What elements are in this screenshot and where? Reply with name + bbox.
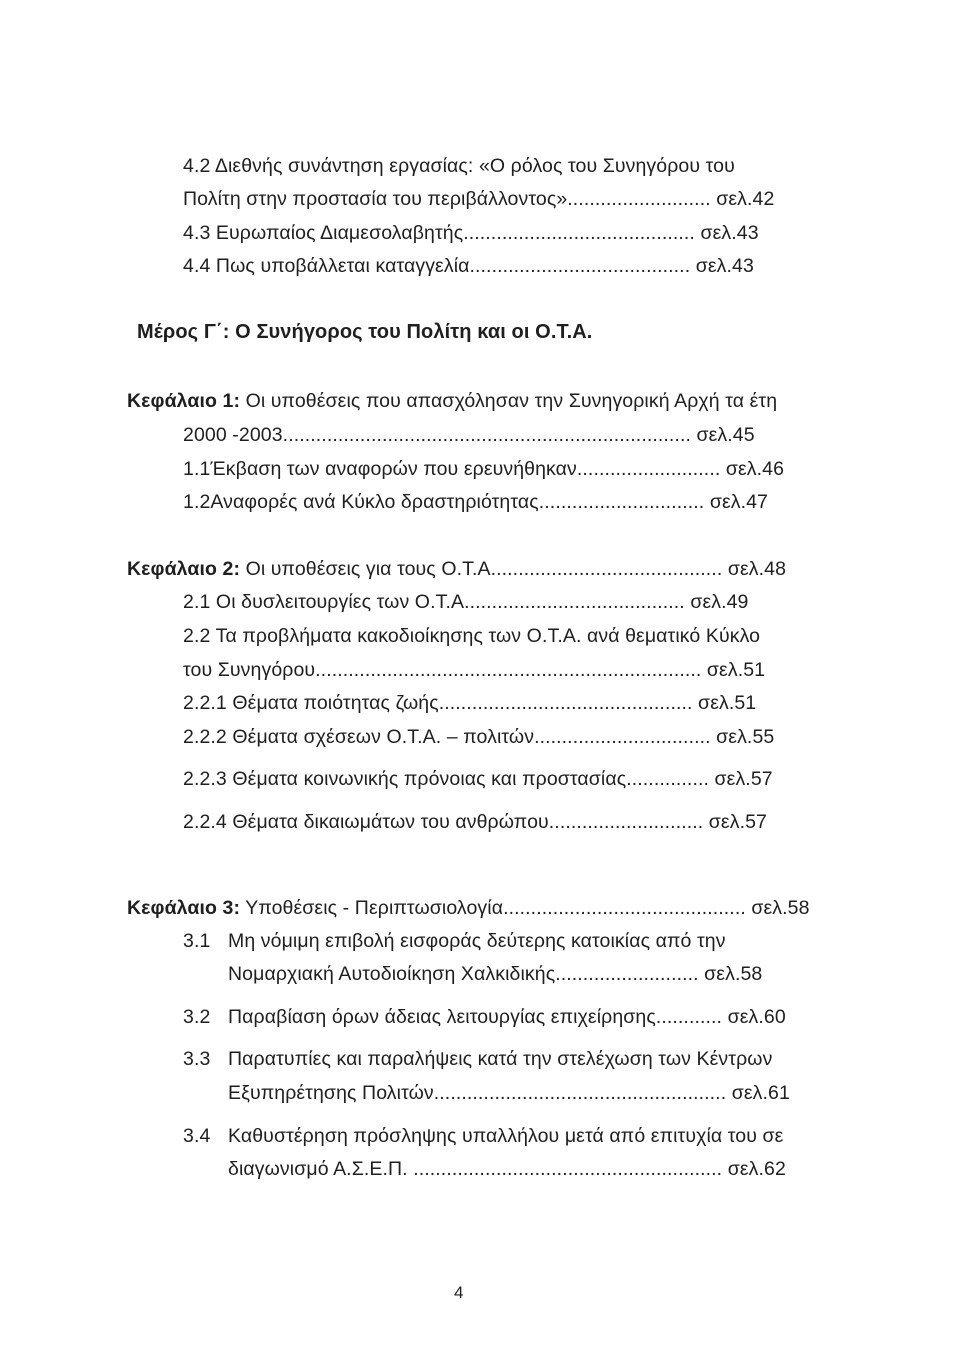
toc-chapter-3 <box>127 896 810 920</box>
toc-entry-4-2-cont: Πολίτη στην προστασία του περιβάλλοντος».......................... σελ.42 <box>183 188 775 210</box>
toc-entry-2-2-3: 2.2.3 Θέματα κοινωνικής πρόνοιας και προστασίας............... σελ.57 <box>183 768 773 790</box>
toc-entry-3-2: Παραβίαση όρων άδειας λειτουργίας επιχείρησης............ σελ.60 <box>228 1006 786 1028</box>
toc-chapter-1 <box>127 389 777 413</box>
toc-entry-2-2-2: 2.2.2 Θέματα σχέσεων Ο.Τ.Α. – πολιτών................................ σελ.55 <box>183 726 775 748</box>
toc-entry-2-2-cont: του Συνηγόρου...................................................................... σελ.51 <box>183 659 766 681</box>
toc-entry-3-2-number: 3.2 <box>183 1006 211 1028</box>
chapter-1-title: Οι υποθέσεις που απασχόλησαν την Συνηγορική Αρχή τα έτη <box>240 390 778 412</box>
chapter-3-label: Κεφάλαιο 3: <box>127 897 241 919</box>
toc-entry-3-3: Παρατυπίες και παραλήψεις κατά την στελέχωση των Κέντρων <box>228 1048 773 1070</box>
toc-entry-2-1: 2.1 Οι δυσλειτουργίες των Ο.Τ.Α........................................ σελ.49 <box>183 591 749 613</box>
toc-entry-3-4-cont: διαγωνισμό Α.Σ.Ε.Π. ........................................................ σελ.62 <box>228 1158 786 1180</box>
page-number: 4 <box>454 1283 464 1302</box>
chapter-2-title: Οι υποθέσεις για τους Ο.Τ.Α.......................................... σελ.48 <box>240 558 787 580</box>
toc-chapter-1-cont: 2000 -2003.......................................................................... σελ.45 <box>183 424 755 446</box>
toc-entry-3-1-number: 3.1 <box>183 930 211 952</box>
toc-entry-2-2: 2.2 Τα προβλήματα κακοδιοίκησης των Ο.Τ.Α. ανά θεματικό Κύκλο <box>183 625 761 647</box>
toc-entry-3-4-number: 3.4 <box>183 1125 211 1147</box>
toc-entry-3-4: Καθυστέρηση πρόσληψης υπαλλήλου μετά από επιτυχία του σε <box>228 1125 784 1147</box>
toc-entry-2-2-4: 2.2.4 Θέματα δικαιωμάτων του ανθρώπου............................ σελ.57 <box>183 811 767 833</box>
toc-entry-4-2: 4.2 Διεθνής συνάντηση εργασίας: «Ο ρόλος του Συνηγόρου του <box>183 155 735 177</box>
toc-entry-4-3: 4.3 Ευρωπαίος Διαμεσολαβητής.......................................... σελ.43 <box>183 222 759 244</box>
toc-entry-1-1: 1.1Έκβαση των αναφορών που ερευνήθηκαν.......................... σελ.46 <box>183 458 785 480</box>
chapter-3-title: Υποθέσεις - Περιπτωσιολογία............................................ σελ.58 <box>240 897 810 919</box>
chapter-1-label: Κεφάλαιο 1: <box>127 390 241 412</box>
toc-entry-3-1-cont: Νομαρχιακή Αυτοδιοίκηση Χαλκιδικής.......................... σελ.58 <box>228 963 763 985</box>
chapter-2-label: Κεφάλαιο 2: <box>127 558 241 580</box>
toc-entry-3-1: Μη νόμιμη επιβολή εισφοράς δεύτερης κατοικίας από την <box>228 930 726 952</box>
toc-chapter-2 <box>127 557 786 581</box>
toc-entry-3-3-number: 3.3 <box>183 1048 211 1070</box>
toc-entry-4-4: 4.4 Πως υποβάλλεται καταγγελία........................................ σελ.43 <box>183 255 754 277</box>
toc-entry-3-3-cont: Εξυπηρέτησης Πολιτών..................................................... σελ.61 <box>228 1082 790 1104</box>
toc-entry-2-2-1: 2.2.1 Θέματα ποιότητας ζωής.............................................. σελ.51 <box>183 692 757 714</box>
part-c-heading: Μέρος Γ΄: Ο Συνήγορος του Πολίτη και οι Ο.Τ.Α. <box>137 321 593 343</box>
toc-entry-1-2: 1.2Αναφορές ανά Κύκλο δραστηριότητας.............................. σελ.47 <box>183 491 769 513</box>
